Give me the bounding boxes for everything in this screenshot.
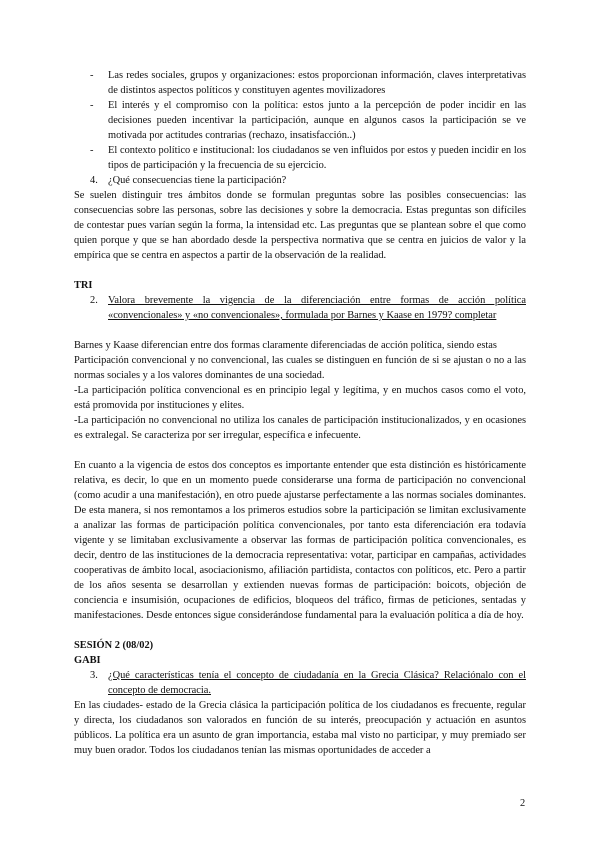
bullet-dash: - [90, 70, 94, 81]
question-number: 2. [90, 295, 98, 306]
question-2 [74, 293, 526, 323]
question-text: Valora brevemente la vigencia de la diferenciación entre formas de acción política «convencionales» y «no convencionales», formulada por Barnes y Kaase en 1979? completar [108, 295, 526, 321]
paragraph-consequences: Se suelen distinguir tres ámbitos donde se formulan preguntas sobre las posibles consecuencias: las consecuencias sobre las personas, sobre las decisiones y sobre la democracia. Estas preguntas son difíciles de contestar pues varían según la forma, la intensidad etc. Las preguntas que se plantean sobre el que como quien porque y que se han abordado desde la perspectiva normativa que se centra en juicios de valor y la empírica que se centra en aspectos a partir de la observación de la realidad. [74, 190, 526, 261]
list-item [74, 98, 526, 143]
bullet-text: El contexto político e institucional: los ciudadanos se ven influidos por estos y pueden incidir en los tipos de participación y la frecuencia de su ejercicio. [108, 145, 526, 171]
heading-session: SESIÓN 2 (08/02) [74, 640, 154, 651]
list-item [74, 143, 526, 173]
question-number: 4. [90, 175, 98, 186]
heading-gabi: GABI [74, 655, 101, 666]
list-item [74, 68, 526, 98]
question-text: ¿Qué consecuencias tiene la participación? [108, 175, 287, 186]
question-4 [74, 173, 526, 188]
paragraph-line: Participación convencional y no convencional, las cuales se distinguen en función de si se ajustan o no a las normas sociales y a los valores dominantes de una sociedad. [74, 355, 526, 381]
page-number: 2 [520, 798, 526, 809]
bullet-dash: - [90, 100, 94, 111]
bullet-dash: - [90, 145, 94, 156]
bullet-text: Las redes sociales, grupos y organizaciones: estos proporcionan información, claves interpretativas de distintos aspectos políticos y constituyen agentes movilizadores [108, 70, 526, 96]
paragraph-grecia: En las ciudades- estado de la Grecia clásica la participación política de los ciudadanos es frecuente, regular y directa, los ciudadanos son valorados en función de su interés, preocupación y actuación en asuntos públicos. La política era un asunto de gran importancia, estaba mal visto no participar, y muy premiado ser muy buen orador. Todos los ciudadanos tenían las mismas oportunidades de acceder a [74, 700, 526, 756]
paragraph-line: Barnes y Kaase diferencian entre dos formas claramente diferenciadas de acción política, siendo estas [74, 340, 497, 351]
question-3 [74, 668, 526, 698]
question-text: ¿Qué características tenía el concepto de ciudadanía en la Grecia Clásica? Relaciónalo con el concepto de democracia. [108, 670, 526, 696]
bullet-text: El interés y el compromiso con la política: estos junto a la percepción de poder incidir en las decisiones pueden incentivar la participación, aunque en algunos casos la participación se ve motivada por actitudes contrarias (rechazo, insatisfacción..) [108, 100, 526, 141]
paragraph-line: -La participación política convencional es en principio legal y legítima, y en muchos casos como el voto, está promovida por instituciones y elites. [74, 385, 526, 411]
page-content [74, 68, 526, 758]
question-number: 3. [90, 670, 98, 681]
heading-tri: TRI [74, 280, 93, 291]
paragraph-vigencia: En cuanto a la vigencia de estos dos conceptos es importante entender que esta distinción es históricamente relativa, es decir, lo que en un momento puede considerarse una forma de participación no convencional (como acudir a una manifestación), en otro puede ajustarse perfectamente a las normas sociales dominantes. De esta manera, si nos remontamos a los primeros estudios sobre la participación se limitan exclusivamente a analizar las formas de participación política convencionales, por tanto esta diferenciación era todavía vigente y se limitaban exclusivamente a observar las formas de participación política convencionales, es decir, dentro de las instituciones de la democracia representativa: votar, participar en campañas, actividades cooperativas de ámbito local, asociacionismo, afiliación partidista, contactos con políticos, etc. Pero a partir de los años sesenta se desarrollan y extienden nuevas formas de participación: boicots, objeción de conciencia e insumisión, ocupaciones de edificios, bloqueos del tráfico, firmas de peticiones, sentadas y manifestaciones. Desde entonces sigue considerándose fundamental para la evaluación política a día de hoy. [74, 460, 526, 621]
paragraph-line: -La participación no convencional no utiliza los canales de participación institucionalizados, y en ocasiones es extralegal. Se caracteriza por ser irregular, específica e infecuente. [74, 415, 526, 441]
